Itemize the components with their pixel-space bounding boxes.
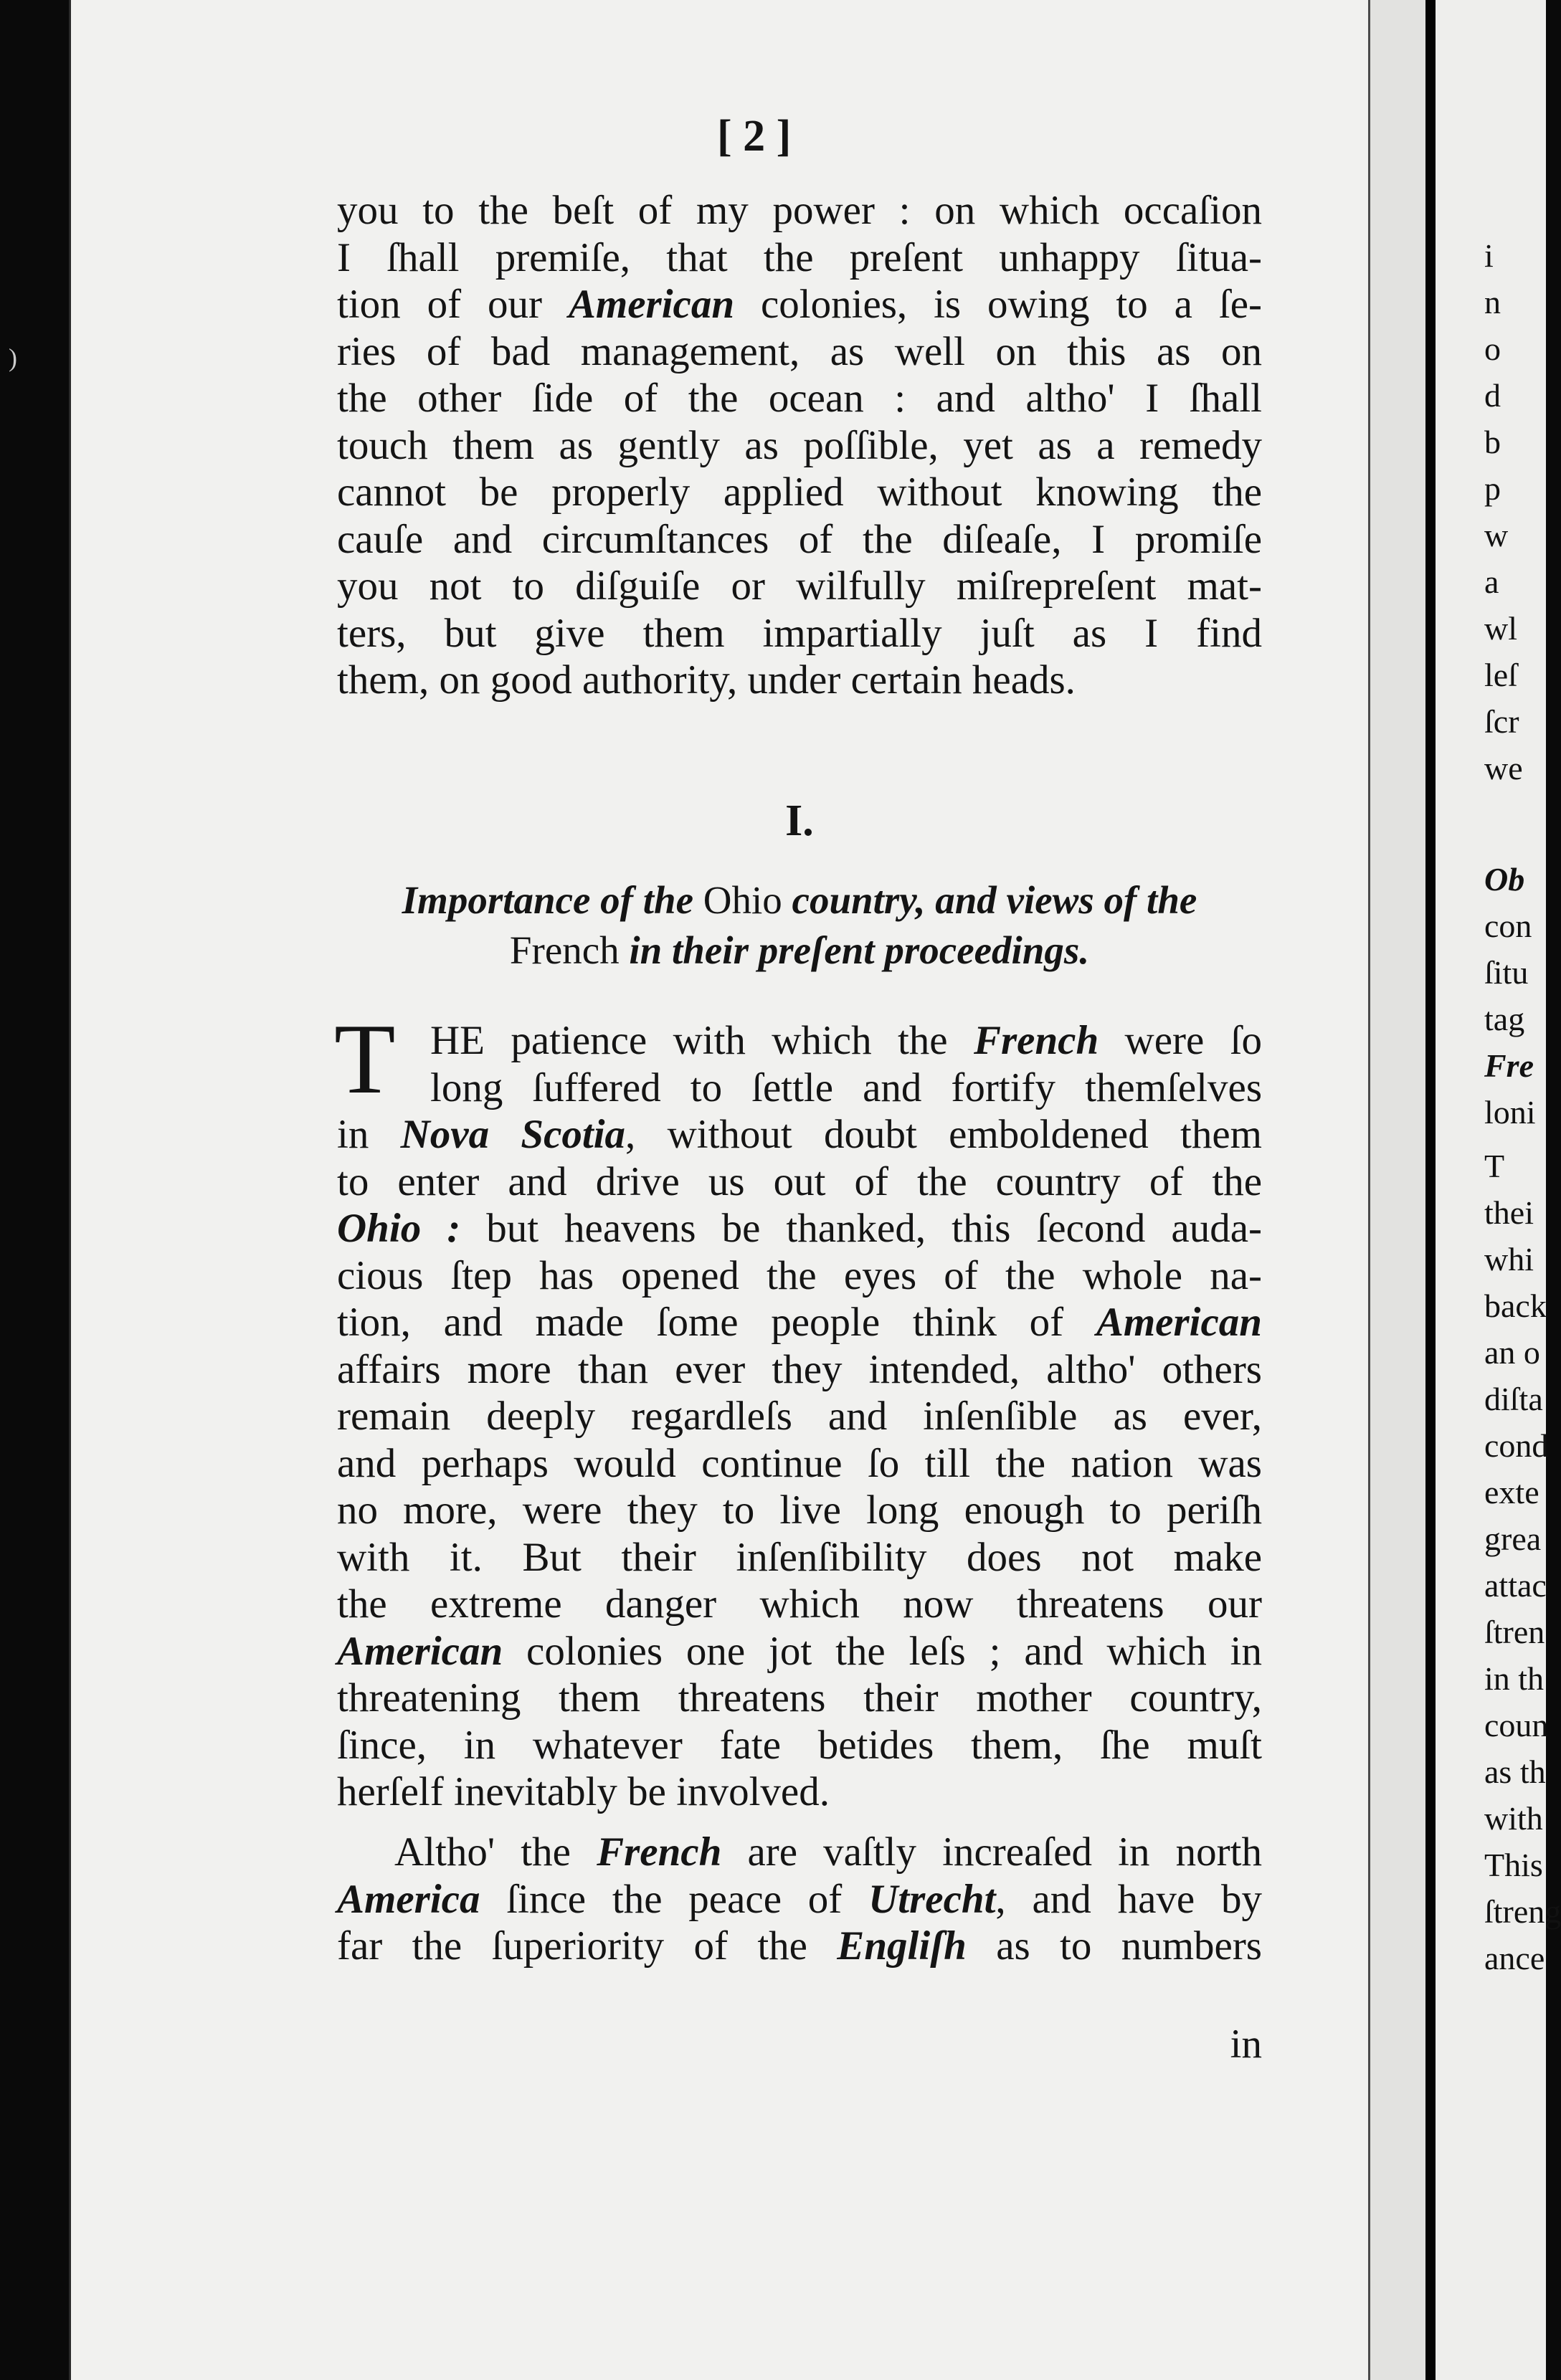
facing-page-fragment: ſitu <box>1484 954 1529 991</box>
text-line: in Nova Scotia, without doubt emboldened them <box>337 1112 1262 1157</box>
text-line: HE patience with which the French were ſo <box>430 1018 1262 1063</box>
text-line: you not to diſguiſe or wilfully miſrepreſent mat- <box>337 563 1262 609</box>
text-line: to enter and drive us out of the country of the <box>337 1158 1262 1204</box>
facing-page-fragment: tag <box>1484 1001 1525 1037</box>
text-line: cauſe and circumſtances of the diſeaſe, I promiſe <box>337 516 1262 562</box>
facing-page-fragment: diſta <box>1484 1381 1543 1417</box>
text-line: America ſince the peace of Utrecht, and have by <box>337 1876 1262 1922</box>
section-heading-line-2: French in their preſent proceedings. <box>509 928 1090 972</box>
facing-page-fragment: Fre <box>1484 1047 1534 1084</box>
facing-page-fragment: ance <box>1484 1940 1545 1976</box>
facing-page-fragment: d <box>1484 377 1501 414</box>
facing-page-fragment: Ob <box>1484 861 1525 898</box>
text-line: ſince, in whatever fate betides them, ſhe muſt <box>337 1722 1262 1768</box>
text-line: far the ſuperiority of the Engliſh as to numbers <box>337 1923 1262 1969</box>
facing-page-fragment: in th <box>1484 1660 1545 1697</box>
text-line: with it. But their inſenſibility does not make <box>337 1534 1262 1580</box>
text-line: touch them as gently as poſſible, yet as a remedy <box>337 422 1262 468</box>
text-line: affairs more than ever they intended, altho' others <box>337 1346 1262 1392</box>
text-line: I ſhall premiſe, that the preſent unhappy ſitua- <box>337 234 1262 280</box>
text-line: herſelf inevitably be involved. <box>337 1769 830 1814</box>
facing-page-fragment: whi <box>1484 1241 1534 1277</box>
text-line: the other ſide of the ocean : and altho' I ſhall <box>337 376 1262 421</box>
facing-page-fragment: with <box>1484 1800 1543 1837</box>
facing-page-fragment: exte <box>1484 1474 1539 1510</box>
text-line: tion, and made ſome people think of American <box>337 1300 1262 1345</box>
text-line: Altho' the French are vaſtly increaſed in north <box>394 1829 1262 1875</box>
facing-page-fragment: grea <box>1484 1520 1542 1557</box>
facing-page-fragment: back <box>1484 1287 1547 1324</box>
facing-page-fragment: a <box>1484 563 1499 600</box>
edge-mark: ) <box>9 343 17 372</box>
facing-page-fragment: ſtreng <box>1484 1893 1561 1930</box>
facing-page-fragment: n <box>1484 284 1501 320</box>
text-line: remain deeply regardleſs and inſenſible as ever, <box>337 1394 1262 1439</box>
page-number: [ 2 ] <box>717 112 792 161</box>
text-line: threatening them threatens their mother country, <box>337 1675 1262 1720</box>
facing-page-fragment: an o <box>1484 1334 1540 1371</box>
page-gutter <box>1368 0 1436 2380</box>
facing-page-fragment: loni <box>1484 1094 1536 1130</box>
facing-page-fragment: i <box>1484 237 1494 274</box>
text-line: American colonies one jot the leſs ; and which in <box>337 1628 1262 1674</box>
facing-page-fragment: cond <box>1484 1427 1549 1464</box>
facing-page-fragment: w <box>1484 517 1509 553</box>
facing-page-fragment: attac <box>1484 1567 1547 1604</box>
text-line: cious ſtep has opened the eyes of the whole na- <box>337 1252 1262 1298</box>
facing-page-fragment: b <box>1484 424 1501 460</box>
facing-page-fragment: as th <box>1484 1753 1546 1790</box>
text-line: long ſuffered to ſettle and fortify themſelves <box>430 1065 1262 1110</box>
facing-page-fragment: thei <box>1484 1194 1534 1231</box>
text-line: tion of our American colonies, is owing to a ſe- <box>337 282 1262 327</box>
text-line: cannot be properly applied without knowing the <box>337 470 1262 515</box>
facing-page-fragment: coun <box>1484 1707 1549 1743</box>
facing-page-fragment: leſ <box>1484 657 1517 693</box>
facing-page-strip <box>1436 0 1561 2380</box>
text-line: you to the beſt of my power : on which occaſion <box>337 188 1262 233</box>
facing-page-fragment: ſcr <box>1484 703 1519 740</box>
section-number: I. <box>785 796 814 845</box>
facing-page-fragment: wl <box>1484 610 1517 647</box>
facing-page-fragment: con <box>1484 908 1532 944</box>
facing-page-fragment: This <box>1484 1847 1543 1883</box>
text-line: and perhaps would continue ſo till the nation was <box>337 1440 1262 1486</box>
text-line: them, on good authority, under certain heads. <box>337 657 1076 703</box>
facing-page-fragment: ſtren <box>1484 1614 1545 1650</box>
text-line: the extreme danger which now threatens our <box>337 1581 1262 1627</box>
text-line: ries of bad management, as well on this as on <box>337 328 1262 374</box>
section-heading-line-1: Importance of the Ohio country, and views of the <box>402 878 1197 922</box>
text-line: Ohio : but heavens be thanked, this ſecond auda- <box>337 1206 1262 1251</box>
facing-page-fragment: we <box>1484 750 1523 786</box>
drop-cap: T <box>334 1004 396 1115</box>
facing-page-fragment: T <box>1484 1148 1505 1184</box>
text-line: no more, were they to live long enough to periſh <box>337 1488 1262 1533</box>
catchword: in <box>1230 2022 1262 2067</box>
facing-page-fragment: o <box>1484 330 1501 367</box>
facing-page-fragment: p <box>1484 470 1501 507</box>
text-line: ters, but give them impartially juſt as I find <box>337 610 1262 656</box>
